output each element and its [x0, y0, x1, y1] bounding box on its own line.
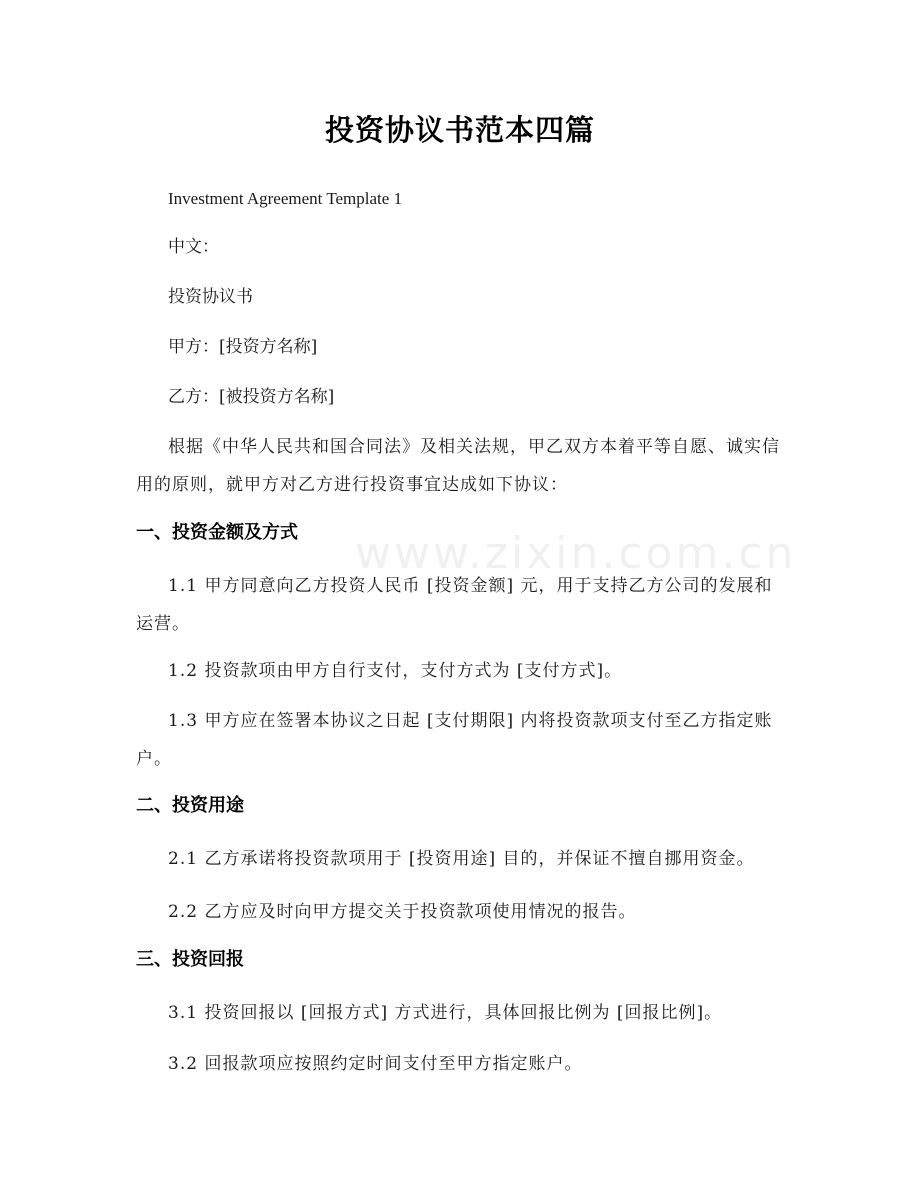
- party-a-line: 甲方：[投资方名称]: [168, 337, 318, 357]
- clause-paragraph: 2.2 乙方应及时向甲方提交关于投资款项使用情况的报告。: [168, 902, 637, 922]
- section-heading: 二、投资用途: [136, 795, 244, 816]
- english-subtitle: Investment Agreement Template 1: [168, 189, 403, 208]
- language-label: 中文：: [168, 237, 219, 257]
- agreement-name: 投资协议书: [168, 287, 253, 307]
- section-heading: 一、投资金额及方式: [136, 522, 298, 543]
- watermark: www.zixin.com.cn: [355, 528, 797, 579]
- clause-paragraph: 1.2 投资款项由甲方自行支付，支付方式为 [支付方式]。: [168, 661, 623, 681]
- preamble-paragraph: 根据《中华人民共和国合同法》及相关法规，甲乙双方本着平等自愿、诚实信用的原则，就甲方对乙方进行投资事宜达成如下协议：: [136, 437, 780, 495]
- section-heading: 三、投资回报: [136, 949, 244, 970]
- clause-paragraph: 1.1 甲方同意向乙方投资人民币 [投资金额] 元，用于支持乙方公司的发展和运营。: [136, 576, 773, 634]
- clause-paragraph: 1.3 甲方应在签署本协议之日起 [支付期限] 内将投资款项支付至乙方指定账户。: [136, 711, 773, 769]
- clause-paragraph: 3.2 回报款项应按照约定时间支付至甲方指定账户。: [168, 1054, 583, 1074]
- document-title: 投资协议书范本四篇: [324, 113, 595, 147]
- clause-paragraph: 3.1 投资回报以 [回报方式] 方式进行，具体回报比例为 [回报比例]。: [168, 1003, 723, 1023]
- clause-paragraph: 2.1 乙方承诺将投资款项用于 [投资用途] 目的，并保证不擅自挪用资金。: [168, 849, 755, 869]
- party-b-line: 乙方：[被投资方名称]: [168, 387, 335, 407]
